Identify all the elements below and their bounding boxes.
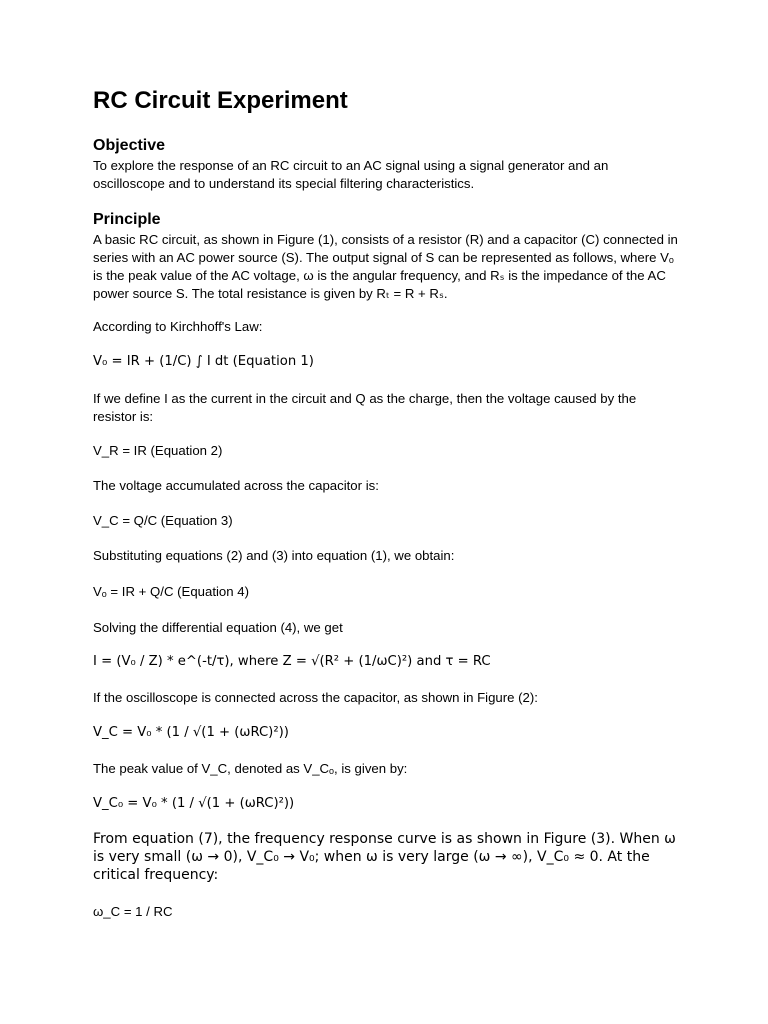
objective-heading: Objective (93, 137, 166, 154)
page-title: RC Circuit Experiment (93, 87, 348, 114)
equation-8: ω_C = 1 / RC (93, 904, 173, 919)
equation-6: V_C = V₀ * (1 / √(1 + (ωRC)²)) (93, 725, 289, 740)
kirchhoff-text: According to Kirchhoff's Law: (93, 319, 263, 334)
solving-text: Solving the differential equation (4), we get (93, 620, 343, 635)
substitute-text: Substituting equations (2) and (3) into equation (1), we obtain: (93, 548, 455, 563)
equation-1: V₀ = IR + (1/C) ∫ I dt (Equation 1) (93, 354, 314, 369)
capacitor-voltage-text: The voltage accumulated across the capacitor is: (93, 478, 379, 493)
objective-text: To explore the response of an RC circuit to an AC signal using a signal generator and an oscilloscope and to understand its special filtering characteristics. (93, 158, 609, 191)
principle-heading: Principle (93, 211, 161, 228)
equation-3: V_C = Q/C (Equation 3) (93, 513, 233, 528)
principle-intro-text: A basic RC circuit, as shown in Figure (1), consists of a resistor (R) and a capacitor (C) connected in series with an AC power source (S). The output signal of S can be represented as follows, where Vₒ is the peak value of the AC voltage, ω is the angular frequency, and Rₛ is the impedance of the AC power source S. The total resistance is given by Rₜ = R + Rₛ. (93, 232, 678, 301)
equation-4: Vₒ = IR + Q/C (Equation 4) (93, 584, 249, 599)
frequency-response-text: From equation (7), the frequency response curve is as shown in Figure (3). When ω is very small (ω → 0), V_C₀ → V₀; when ω is very large (ω → ∞), V_C₀ ≈ 0. At the critical frequency: (93, 831, 676, 883)
peak-value-text: The peak value of V_C, denoted as V_Cₒ, is given by: (93, 761, 408, 776)
equation-7: V_C₀ = V₀ * (1 / √(1 + (ωRC)²)) (93, 796, 295, 811)
equation-5: I = (V₀ / Z) * e^(-t/τ), where Z = √(R² + (1/ωC)²) and τ = RC (93, 654, 491, 669)
equation-2: V_R = IR (Equation 2) (93, 443, 223, 458)
define-current-text: If we define I as the current in the circuit and Q as the charge, then the voltage caused by the resistor is: (93, 391, 637, 424)
oscilloscope-text: If the oscilloscope is connected across the capacitor, as shown in Figure (2): (93, 690, 538, 705)
